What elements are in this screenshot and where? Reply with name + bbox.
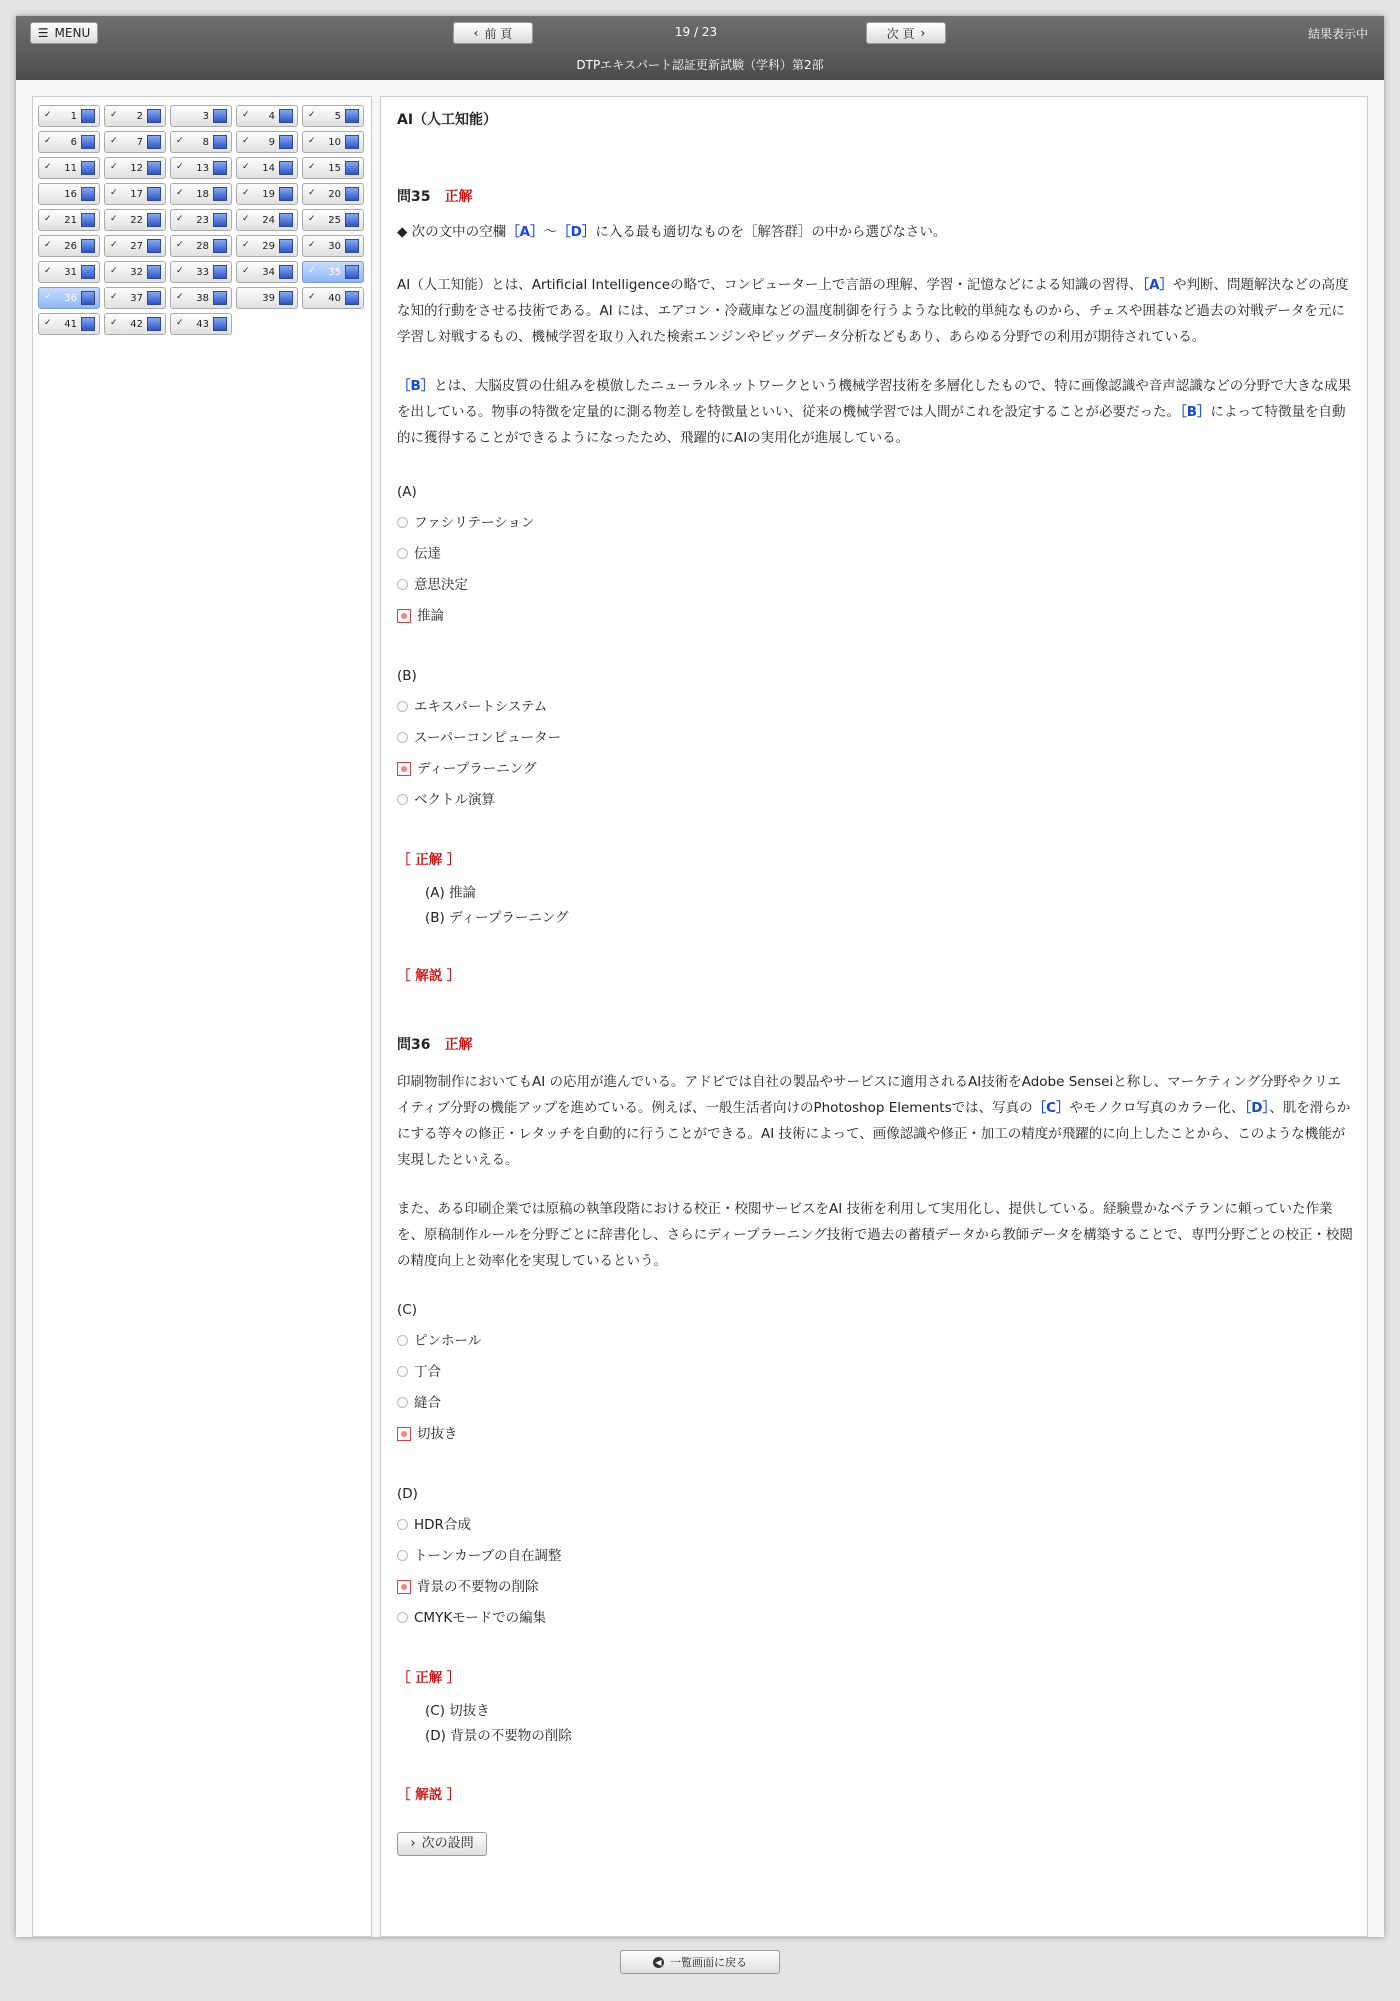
mark-square-icon <box>279 161 293 175</box>
question-36-header <box>397 1032 1353 1058</box>
mark-square-icon <box>213 161 227 175</box>
radio-icon[interactable] <box>397 732 408 743</box>
option[interactable]: ファシリテーション <box>397 507 1353 538</box>
check-icon: ✓ <box>308 162 316 172</box>
option-selected[interactable]: 切抜き <box>397 1418 1353 1449</box>
group-d-label: (D) <box>397 1486 418 1502</box>
radio-selected-icon[interactable] <box>397 609 411 623</box>
answer-label: ［ 正解 ］ <box>397 852 461 868</box>
check-icon: ✓ <box>176 162 184 172</box>
question-number: 37 <box>130 293 143 304</box>
question-button-32[interactable] <box>104 261 166 283</box>
radio-icon[interactable] <box>397 1397 408 1408</box>
instruction: ◆ 次の文中の空欄［A］〜［D］に入る最も適切なものを［解答群］の中から選びなさい。 <box>397 224 947 240</box>
check-icon: ✓ <box>308 292 316 302</box>
question-number: 4 <box>268 111 275 122</box>
group-a-label: (A) <box>397 484 417 500</box>
next-question-button[interactable]: › 次の設問 <box>397 1832 487 1856</box>
mark-square-icon <box>345 187 359 201</box>
radio-icon[interactable] <box>397 1335 408 1346</box>
option[interactable]: ピンホール <box>397 1325 1353 1356</box>
mark-square-icon <box>279 291 293 305</box>
check-icon: ✓ <box>44 162 52 172</box>
answer-label: ［ 正解 ］ <box>397 1670 461 1686</box>
option[interactable]: HDR合成 <box>397 1509 1353 1540</box>
mark-square-icon <box>279 187 293 201</box>
mark-square-icon <box>213 109 227 123</box>
option[interactable]: スーパーコンピューター <box>397 722 1353 753</box>
question-number: 7 <box>136 137 143 148</box>
question-button-35[interactable] <box>302 261 364 283</box>
question-number: 35 <box>328 267 341 278</box>
question-36-paragraph-1: 印刷物制作においてもAI の応用が進んでいる。アドビでは自社の製品やサービスに適用されるAI技術をAdobe Senseiと称し、マーケティング分野やクリエイティブ分野の機能アップを進めている。例えば、一般生活者向けのPhotoshop Elementsでは、写真の［C］やモノクロ写真のカラー化、［D］、肌を滑らかにする等々の修正・レタッチを自動的に行うことができる。AI 技術によって、画像認識や修正・加工の精度が飛躍的に向上したことから、このような機能が実現したといえる。 <box>397 1074 1351 1168</box>
check-icon: ✓ <box>110 266 118 276</box>
question-button-13[interactable] <box>170 157 232 179</box>
check-icon: ✓ <box>110 188 118 198</box>
check-icon: ✓ <box>176 240 184 250</box>
options-c <box>397 1325 1353 1449</box>
question-number: 問36 <box>397 1037 431 1053</box>
options-b <box>397 691 1353 815</box>
radio-icon[interactable] <box>397 548 408 559</box>
question-number: 21 <box>64 215 77 226</box>
check-icon: ✓ <box>308 188 316 198</box>
hamburger-icon: ☰ <box>37 26 49 40</box>
question-number: 40 <box>328 293 341 304</box>
question-button-18[interactable] <box>170 183 232 205</box>
question-35-paragraph-2: ［B］とは、大脳皮質の仕組みを模倣したニューラルネットワークという機械学習技術を多層化したもので、特に画像認識や音声認識などの分野で大きな成果を出している。物事の特徴を定量的に測る物差しを特徴量といい、従来の機械学習では人間がこれを設定することが必要だった。［B］によって特徴量を自動的に獲得することができるようになったため、飛躍的にAIの実用化が進展している。 <box>397 378 1352 446</box>
question-button-3[interactable] <box>170 105 232 127</box>
page-indicator: 19 / 23 <box>674 25 718 39</box>
mark-square-icon <box>81 239 95 253</box>
question-button-40[interactable] <box>302 287 364 309</box>
radio-selected-icon[interactable] <box>397 762 411 776</box>
check-icon: ✓ <box>308 266 316 276</box>
question-number: 1 <box>70 111 77 122</box>
option[interactable]: 意思決定 <box>397 569 1353 600</box>
radio-icon[interactable] <box>397 794 408 805</box>
mark-square-icon <box>345 239 359 253</box>
check-icon: ✓ <box>44 292 52 302</box>
check-icon: ✓ <box>176 214 184 224</box>
correct-answers: (A) 推論 (B) ディープラーニング <box>425 885 569 926</box>
question-number: 20 <box>328 189 341 200</box>
mark-square-icon <box>81 135 95 149</box>
option[interactable]: ベクトル演算 <box>397 784 1353 815</box>
question-button-39[interactable] <box>236 287 298 309</box>
mark-square-icon <box>81 161 95 175</box>
mark-square-icon <box>213 213 227 227</box>
mark-square-icon <box>147 317 161 331</box>
question-number: 41 <box>64 319 77 330</box>
question-button-19[interactable] <box>236 183 298 205</box>
radio-icon[interactable] <box>397 517 408 528</box>
radio-icon[interactable] <box>397 1612 408 1623</box>
check-icon: ✓ <box>110 136 118 146</box>
mark-square-icon <box>81 265 95 279</box>
check-icon: ✓ <box>44 240 52 250</box>
options-a <box>397 507 1353 631</box>
question-number: 26 <box>64 241 77 252</box>
question-number: 15 <box>328 163 341 174</box>
question-button-41[interactable] <box>38 313 100 335</box>
mark-square-icon <box>147 187 161 201</box>
question-button-43[interactable] <box>170 313 232 335</box>
check-icon: ✓ <box>44 110 52 120</box>
group-c-label: (C) <box>397 1302 417 1318</box>
mark-square-icon <box>279 265 293 279</box>
question-number: 42 <box>130 319 143 330</box>
options-d <box>397 1509 1353 1633</box>
check-icon: ✓ <box>242 188 250 198</box>
chevron-right-icon: › <box>410 1836 416 1851</box>
mark-square-icon <box>81 109 95 123</box>
mark-square-icon <box>345 265 359 279</box>
question-35-header <box>397 184 1353 210</box>
question-number: 3 <box>202 111 209 122</box>
check-icon: ✓ <box>242 162 250 172</box>
question-button-38[interactable] <box>170 287 232 309</box>
option-selected[interactable]: ディープラーニング <box>397 753 1353 784</box>
mark-square-icon <box>147 213 161 227</box>
radio-selected-icon[interactable] <box>397 1580 411 1594</box>
mark-square-icon <box>81 317 95 331</box>
check-icon: ✓ <box>176 188 184 198</box>
mark-square-icon <box>345 135 359 149</box>
question-button-24[interactable] <box>236 209 298 231</box>
exam-title: DTPエキスパート認証更新試験（学科）第2部 <box>576 58 824 72</box>
question-grid <box>38 105 368 335</box>
question-number: 問35 <box>397 189 431 205</box>
radio-icon[interactable] <box>397 701 408 712</box>
question-number: 5 <box>334 111 341 122</box>
mark-square-icon <box>147 265 161 279</box>
mark-square-icon <box>279 213 293 227</box>
question-number: 16 <box>64 189 77 200</box>
question-number: 33 <box>196 267 209 278</box>
question-number: 27 <box>130 241 143 252</box>
question-number: 14 <box>262 163 275 174</box>
back-arrow-icon: ◀ <box>653 1957 664 1968</box>
question-number: 38 <box>196 293 209 304</box>
menu-button[interactable]: ☰ MENU <box>30 22 98 44</box>
question-button-9[interactable] <box>236 131 298 153</box>
question-number: 9 <box>268 137 275 148</box>
question-number: 18 <box>196 189 209 200</box>
mark-square-icon <box>279 239 293 253</box>
question-button-25[interactable] <box>302 209 364 231</box>
question-number: 43 <box>196 319 209 330</box>
question-number: 34 <box>262 267 275 278</box>
question-number: 2 <box>136 111 143 122</box>
question-button-34[interactable] <box>236 261 298 283</box>
question-button-21[interactable] <box>38 209 100 231</box>
question-36-paragraph-2: また、ある印刷企業では原稿の執筆段階における校正・校閲サービスをAI 技術を利用して実用化し、提供している。経験豊かなベテランに頼っていた作業を、原稿制作ルールを分野ごとに辞書化し、さらにディープラーニング技術で過去の蓄積データから教師データを構築することで、専門分野ごとの校正・校閲の精度向上と効率化を実現しているという。 <box>397 1201 1353 1269</box>
radio-icon[interactable] <box>397 579 408 590</box>
section-title: AI（人工知能） <box>397 112 498 128</box>
check-icon: ✓ <box>176 266 184 276</box>
question-button-29[interactable] <box>236 235 298 257</box>
mark-square-icon <box>81 213 95 227</box>
check-icon: ✓ <box>44 266 52 276</box>
question-button-26[interactable] <box>38 235 100 257</box>
question-panel <box>380 96 1368 1937</box>
check-icon: ✓ <box>308 240 316 250</box>
question-number: 8 <box>202 137 209 148</box>
check-icon: ✓ <box>110 162 118 172</box>
mark-square-icon <box>279 135 293 149</box>
question-button-22[interactable] <box>104 209 166 231</box>
prev-page-button[interactable]: ‹ 前 頁 <box>453 22 533 44</box>
question-number: 28 <box>196 241 209 252</box>
question-button-15[interactable] <box>302 157 364 179</box>
check-icon: ✓ <box>44 318 52 328</box>
question-number: 39 <box>262 293 275 304</box>
question-number: 25 <box>328 215 341 226</box>
question-number: 32 <box>130 267 143 278</box>
check-icon: ✓ <box>308 136 316 146</box>
mark-square-icon <box>213 265 227 279</box>
question-number: 13 <box>196 163 209 174</box>
question-button-16[interactable] <box>38 183 100 205</box>
question-number: 22 <box>130 215 143 226</box>
mark-square-icon <box>345 161 359 175</box>
question-nav-sidebar <box>32 96 372 1937</box>
option[interactable]: 丁合 <box>397 1356 1353 1387</box>
chevron-left-icon: ‹ <box>473 26 479 40</box>
next-page-button[interactable]: 次 頁 › <box>866 22 946 44</box>
mark-square-icon <box>345 291 359 305</box>
question-button-10[interactable] <box>302 131 364 153</box>
question-number: 24 <box>262 215 275 226</box>
mark-square-icon <box>213 239 227 253</box>
result-label: 正解 <box>444 189 473 205</box>
mark-square-icon <box>81 291 95 305</box>
check-icon: ✓ <box>110 318 118 328</box>
option[interactable]: CMYKモードでの編集 <box>397 1602 1353 1633</box>
question-button-1[interactable] <box>38 105 100 127</box>
check-icon: ✓ <box>176 292 184 302</box>
question-button-28[interactable] <box>170 235 232 257</box>
check-icon: ✓ <box>242 136 250 146</box>
radio-icon[interactable] <box>397 1519 408 1530</box>
check-icon: ✓ <box>44 214 52 224</box>
option[interactable]: トーンカーブの自在調整 <box>397 1540 1353 1571</box>
exam-window <box>16 16 1384 1937</box>
radio-icon[interactable] <box>397 1366 408 1377</box>
question-button-20[interactable] <box>302 183 364 205</box>
question-button-42[interactable] <box>104 313 166 335</box>
option[interactable]: 縫合 <box>397 1387 1353 1418</box>
question-button-37[interactable] <box>104 287 166 309</box>
mark-square-icon <box>213 291 227 305</box>
question-button-4[interactable] <box>236 105 298 127</box>
mark-square-icon <box>213 317 227 331</box>
question-button-2[interactable] <box>104 105 166 127</box>
question-button-36[interactable] <box>38 287 100 309</box>
question-number: 17 <box>130 189 143 200</box>
question-button-14[interactable] <box>236 157 298 179</box>
check-icon: ✓ <box>176 318 184 328</box>
question-number: 6 <box>70 137 77 148</box>
back-to-list-button[interactable]: ◀ 一覧画面に戻る <box>620 1950 780 1974</box>
check-icon: ✓ <box>176 136 184 146</box>
question-button-8[interactable] <box>170 131 232 153</box>
check-icon: ✓ <box>110 240 118 250</box>
question-number: 12 <box>130 163 143 174</box>
option[interactable]: エキスパートシステム <box>397 691 1353 722</box>
question-button-31[interactable] <box>38 261 100 283</box>
mark-square-icon <box>147 109 161 123</box>
question-number: 11 <box>64 163 77 174</box>
question-button-33[interactable] <box>170 261 232 283</box>
option[interactable]: 伝達 <box>397 538 1353 569</box>
mark-square-icon <box>345 213 359 227</box>
question-number: 23 <box>196 215 209 226</box>
question-number: 10 <box>328 137 341 148</box>
explanation-label: ［ 解説 ］ <box>397 1787 461 1803</box>
question-button-6[interactable] <box>38 131 100 153</box>
mark-square-icon <box>213 135 227 149</box>
mark-square-icon <box>147 291 161 305</box>
question-button-7[interactable] <box>104 131 166 153</box>
mark-square-icon <box>279 109 293 123</box>
check-icon: ✓ <box>110 292 118 302</box>
radio-icon[interactable] <box>397 1550 408 1561</box>
option-selected[interactable]: 推論 <box>397 600 1353 631</box>
question-button-23[interactable] <box>170 209 232 231</box>
chevron-right-icon: › <box>920 26 926 40</box>
mark-square-icon <box>213 187 227 201</box>
question-number: 30 <box>328 241 341 252</box>
question-button-11[interactable] <box>38 157 100 179</box>
check-icon: ✓ <box>44 136 52 146</box>
check-icon: ✓ <box>242 214 250 224</box>
question-number: 36 <box>64 293 77 304</box>
explanation-label: ［ 解説 ］ <box>397 968 461 984</box>
check-icon: ✓ <box>308 110 316 120</box>
question-number: 31 <box>64 267 77 278</box>
check-icon: ✓ <box>242 266 250 276</box>
mark-square-icon <box>147 135 161 149</box>
mark-square-icon <box>81 187 95 201</box>
question-button-30[interactable] <box>302 235 364 257</box>
check-icon: ✓ <box>308 214 316 224</box>
check-icon: ✓ <box>242 240 250 250</box>
question-35-paragraph-1: AI（人工知能）とは、Artificial Intelligenceの略で、コンピューター上で言語の理解、学習・記憶などによる知識の習得、［A］や判断、問題解決などの高度な知的行動をさせる技術である。AI には、エアコン・冷蔵庫などの温度制御を行うような比較的単純なものから、チェスや囲碁など過去の対戦データを元に学習し対戦するもの、機械学習を取り入れた検索エンジンやビッグデータ分析などもあり、あらゆる分野での利用が期待されている。 <box>397 277 1349 345</box>
question-button-5[interactable] <box>302 105 364 127</box>
question-button-12[interactable] <box>104 157 166 179</box>
group-b-label: (B) <box>397 668 417 684</box>
correct-answers: (C) 切抜き (D) 背景の不要物の削除 <box>425 1703 572 1744</box>
mark-square-icon <box>147 161 161 175</box>
check-icon: ✓ <box>110 110 118 120</box>
mark-square-icon <box>345 109 359 123</box>
header-bar <box>16 16 1384 80</box>
question-number: 19 <box>262 189 275 200</box>
mark-square-icon <box>147 239 161 253</box>
question-button-27[interactable] <box>104 235 166 257</box>
result-label: 正解 <box>444 1037 473 1053</box>
result-status: 結果表示中 <box>1307 27 1368 41</box>
radio-selected-icon[interactable] <box>397 1427 411 1441</box>
question-number: 29 <box>262 241 275 252</box>
check-icon: ✓ <box>242 110 250 120</box>
question-button-17[interactable] <box>104 183 166 205</box>
check-icon: ✓ <box>110 214 118 224</box>
option-selected[interactable]: 背景の不要物の削除 <box>397 1571 1353 1602</box>
